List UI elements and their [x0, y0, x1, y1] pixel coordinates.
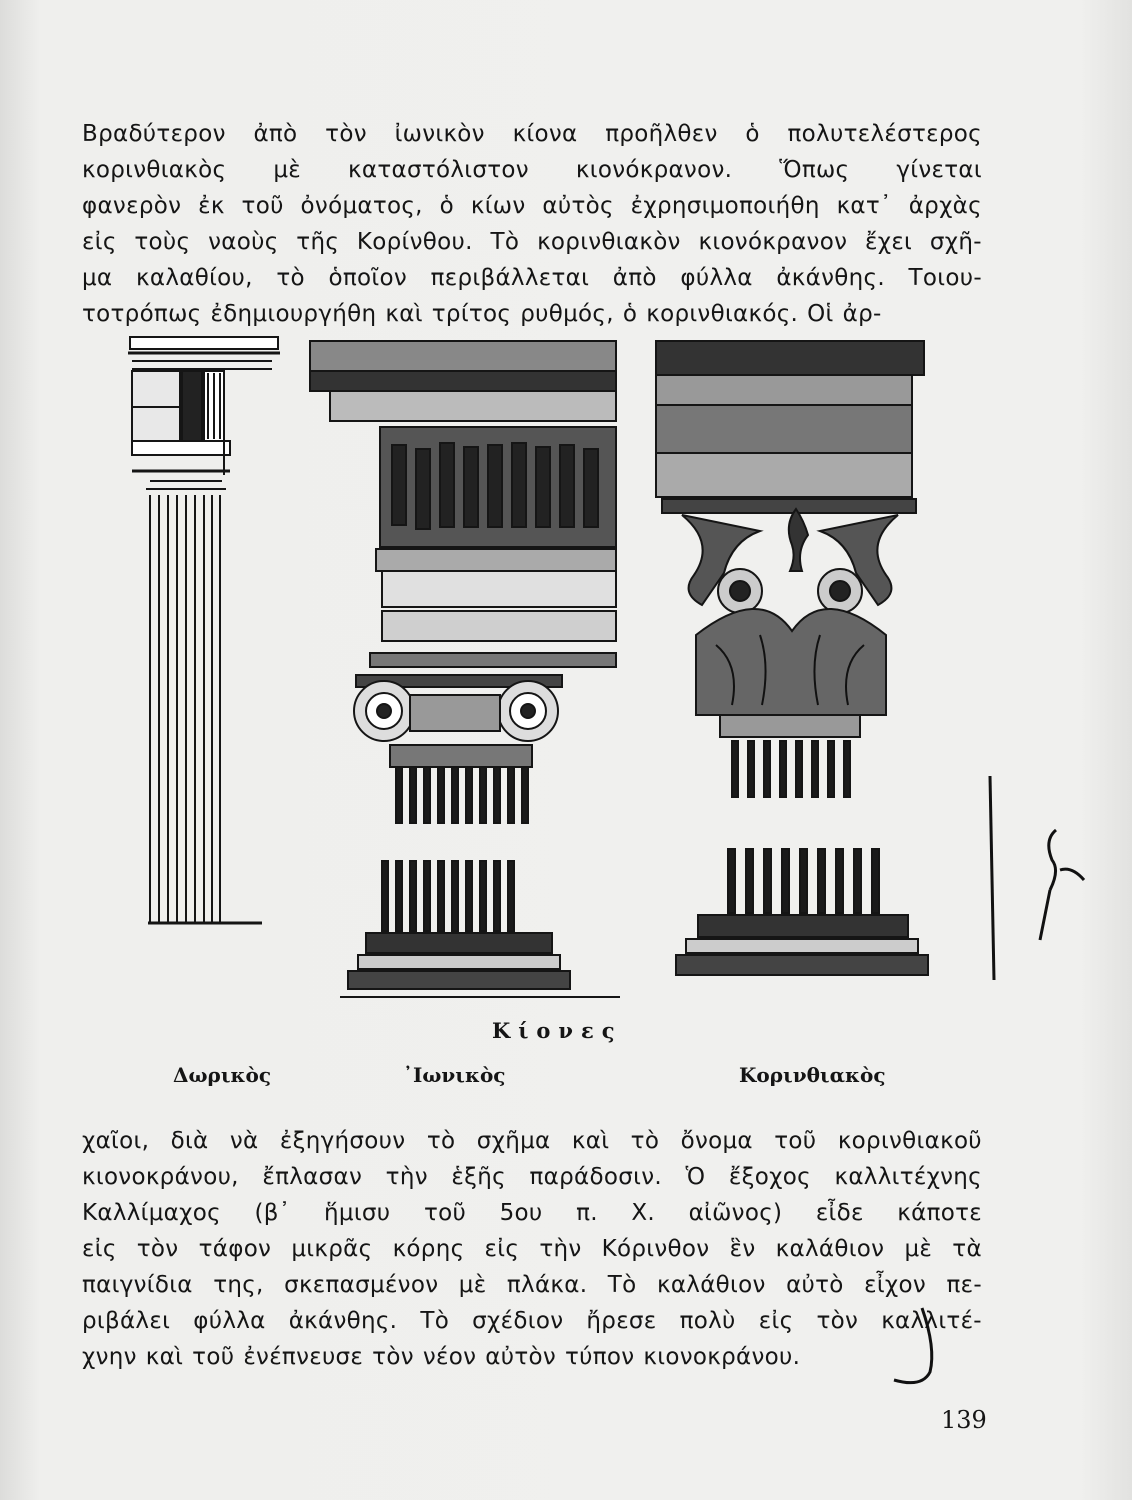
handwritten-margin-mark	[980, 770, 1100, 990]
caption-doric: Δωρικὸς	[173, 1063, 272, 1087]
text-line: τοτρόπως ἐδημιουργήθη καὶ τρίτος ρυθμός, ὁ κορινθιακός. Οἱ ἀρ-	[82, 301, 882, 327]
page-number: 139	[941, 1406, 987, 1434]
text-line: χνην καὶ τοῦ ἐνέπνευσε τὸν νέον αὐτὸν τύπον κιονοκράνου.	[82, 1344, 801, 1370]
ionic-column-drawing	[310, 341, 620, 997]
corinthian-column-drawing	[656, 341, 928, 975]
text-line: εἰς τὸν τάφον μικρᾶς κόρης εἰς τὴν Κόρινθον ἓν καλάθιον μὲ τὰ	[82, 1236, 982, 1262]
doric-column-drawing	[128, 337, 280, 923]
figure-title: Κίονες	[492, 1018, 623, 1043]
paragraph-top	[82, 116, 982, 332]
text-line: κιονοκράνου, ἔπλασαν τὴν ἑξῆς παράδοσιν. Ὁ ἔξοχος καλλιτέχνης	[82, 1164, 982, 1190]
text-line: χαῖοι, διὰ νὰ ἐξηγήσουν τὸ σχῆμα καὶ τὸ ὄνομα τοῦ κορινθιακοῦ	[82, 1128, 982, 1154]
text-line: φανερὸν ἐκ τοῦ ὀνόματος, ὁ κίων αὐτὸς ἐχρησιμοποιήθη κατ᾿ ἀρχὰς	[82, 193, 982, 219]
caption-corinthian: Κορινθιακὸς	[739, 1063, 886, 1087]
handwritten-bracket-mark	[870, 1300, 970, 1400]
text-line: Βραδύτερον ἀπὸ τὸν ἰωνικὸν κίονα προῆλθεν ὁ πολυτελέστερος	[82, 121, 982, 147]
text-line: παιγνίδια της, σκεπασμένον μὲ πλάκα. Τὸ καλάθιον αὐτὸ εἶχον πε-	[82, 1272, 982, 1298]
text-line: μα καλαθίου, τὸ ὁποῖον περιβάλλεται ἀπὸ φύλλα ἀκάνθης. Τοιου-	[82, 265, 982, 291]
text-line: κορινθιακὸς μὲ καταστόλιστον κιονόκρανον. Ὅπως γίνεται	[82, 157, 982, 183]
text-line: εἰς τοὺς ναοὺς τῆς Κορίνθου. Τὸ κορινθιακὸν κιονόκρανον ἔχει σχῆ-	[82, 229, 982, 255]
text-line: Καλλίμαχος (β᾿ ἥμισυ τοῦ 5ου π. Χ. αἰῶνος) εἶδε κάποτε	[82, 1200, 982, 1226]
caption-ionic: ᾿Ιωνικὸς	[403, 1063, 506, 1087]
paragraph-bottom	[82, 1123, 982, 1375]
column-orders-illustration	[120, 335, 1020, 1015]
text-line: ριβάλει φύλλα ἀκάνθης. Τὸ σχέδιον ἤρεσε πολὺ εἰς τὸν καλλιτέ-	[82, 1308, 982, 1334]
